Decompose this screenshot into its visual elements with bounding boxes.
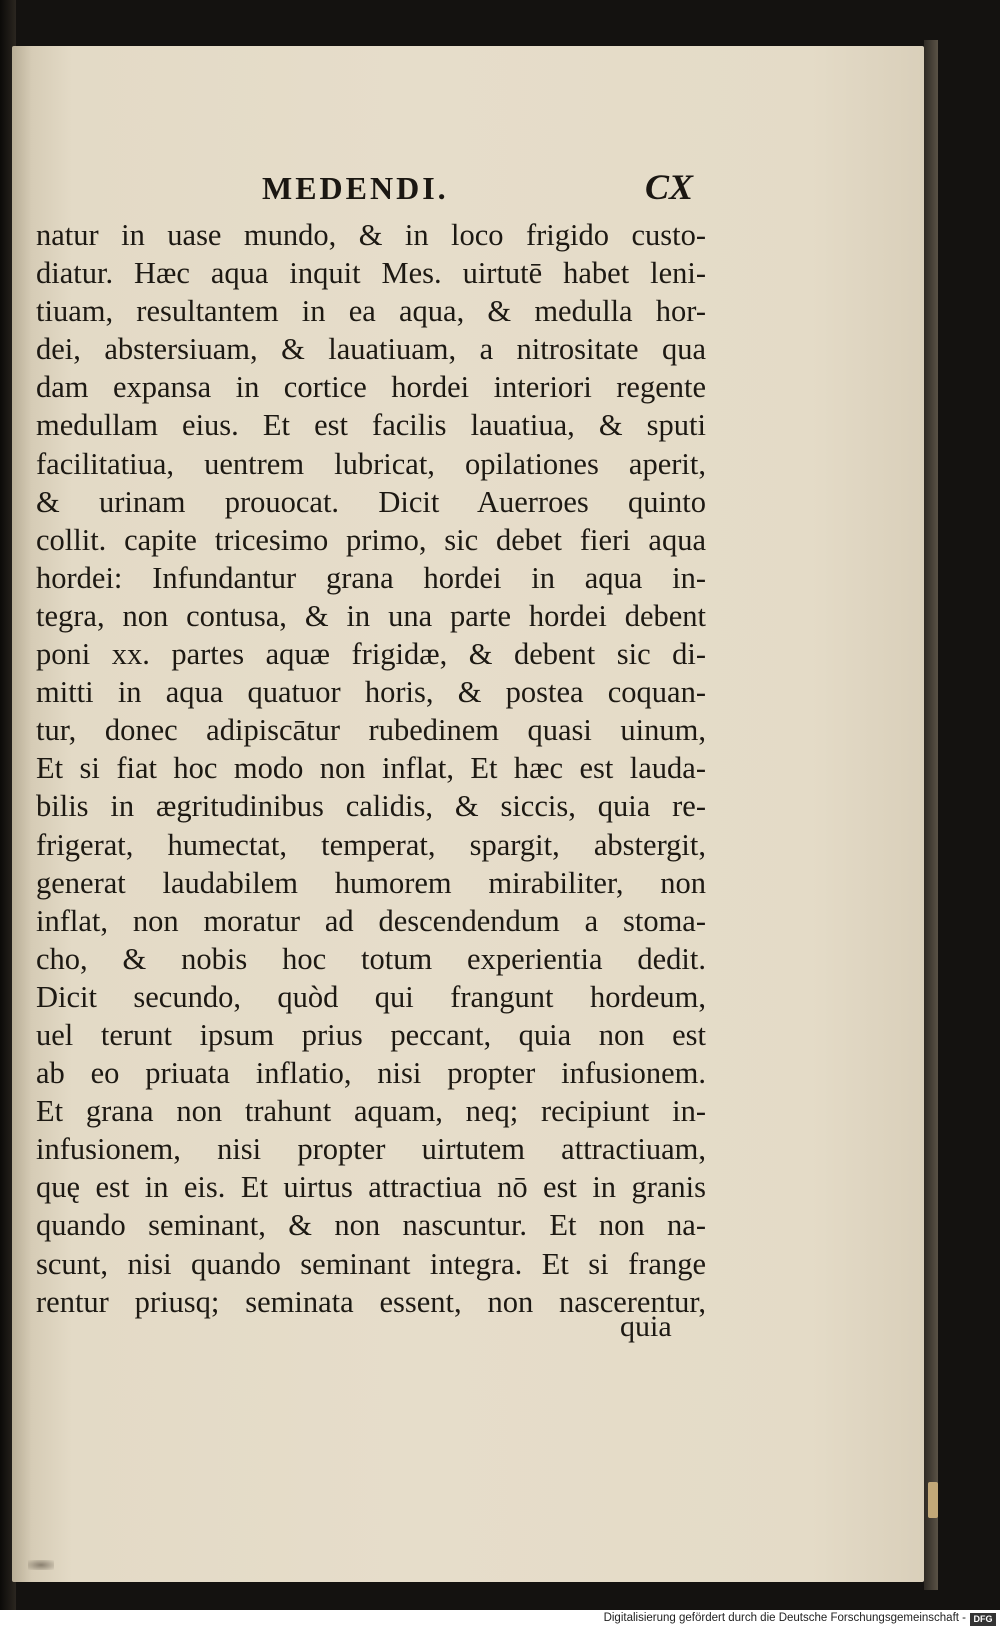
text-line: inflat, non moratur ad descendendum a stoma- (36, 903, 706, 938)
text-line: Dicit secundo, quòd qui frangunt hordeum, (36, 979, 706, 1014)
page-edge (924, 40, 938, 1590)
ink-smudge (28, 1560, 54, 1570)
text-line: collit. capite tricesimo primo, sic debet fieri aqua (36, 522, 706, 557)
text-line: cho, & nobis hoc totum experientia dedit. (36, 941, 706, 976)
text-line: dei, abstersiuam, & lauatiuam, a nitrositate qua (36, 332, 706, 367)
footer-bar (0, 1610, 1000, 1630)
text-line: diatur. Hæc aqua inquit Mes. uirtutē habet leni- (36, 256, 706, 291)
text-line: bilis in ægritudinibus calidis, & siccis, quia re- (36, 789, 706, 824)
page-header (0, 167, 1000, 210)
page-tab (928, 1482, 938, 1518)
text-line: generat laudabilem humorem mirabiliter, non (36, 865, 706, 900)
text-line: hordei: Infundantur grana hordei in aqua in- (36, 560, 706, 595)
text-line: tegra, non contusa, & in una parte hordei debent (36, 598, 706, 633)
folio-number: CX (645, 167, 694, 207)
text-line: frigerat, humectat, temperat, spargit, abstergit, (36, 827, 706, 862)
text-line: poni xx. partes aquæ frigidæ, & debent sic di- (36, 637, 706, 672)
digitization-credit: Digitalisierung gefördert durch die Deutsche Forschungsgemeinschaft - (603, 1612, 966, 1624)
text-line: rentur priusq; seminata essent, non nascerentur, (36, 1284, 706, 1319)
running-head: MEDENDI. (262, 170, 449, 206)
text-line: mitti in aqua quatuor horis, & postea coquan- (36, 675, 706, 710)
dfg-logo: DFG (970, 1613, 996, 1626)
catchword: quia (620, 1310, 672, 1343)
text-line: infusionem, nisi propter uirtutem attractiuam, (36, 1132, 706, 1167)
text-line: uel terunt ipsum prius peccant, quia non est (36, 1017, 706, 1052)
text-line: & urinam prouocat. Dicit Auerroes quinto (36, 484, 706, 519)
text-line: tiuam, resultantem in ea aqua, & medulla hor- (36, 294, 706, 329)
text-line: quę est in eis. Et uirtus attractiua nō est in granis (36, 1170, 706, 1205)
text-line: quando seminant, & non nascuntur. Et non na- (36, 1208, 706, 1243)
body-text (36, 216, 706, 1321)
text-line: medullam eius. Et est facilis lauatiua, & sputi (36, 408, 706, 443)
text-line: Et grana non trahunt aquam, neq; recipiunt in- (36, 1094, 706, 1129)
text-line: Et si fiat hoc modo non inflat, Et hæc est lauda- (36, 751, 706, 786)
text-line: facilitatiua, uentrem lubricat, opilationes aperit, (36, 446, 706, 481)
text-line: natur in uase mundo, & in loco frigido custo- (36, 218, 706, 252)
text-line: ab eo priuata inflatio, nisi propter infusionem. (36, 1056, 706, 1091)
text-line: dam expansa in cortice hordei interiori regente (36, 370, 706, 405)
text-line: tur, donec adipiscātur rubedinem quasi uinum, (36, 713, 706, 748)
text-line: scunt, nisi quando seminant integra. Et si frange (36, 1246, 706, 1281)
